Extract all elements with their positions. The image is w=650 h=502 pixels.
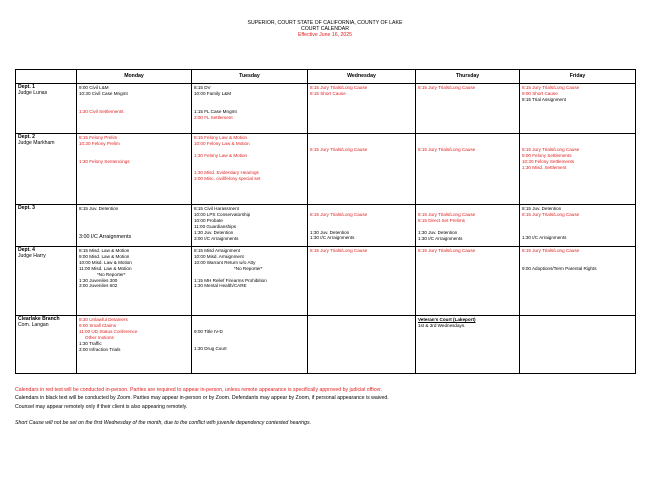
calendar-entry: *No Reporter* [234, 265, 263, 271]
calendar-entry: 10:30 Felony Settlements [522, 158, 575, 164]
calendar-entry: 3:00 I/C Arraignments [194, 235, 239, 241]
judge-name: Judge Markham [18, 139, 55, 146]
calendar-entry: Other motions [85, 334, 114, 340]
calendar-entry: 10:00 Probate [194, 217, 223, 223]
calendar-entry: 1:30 Juveniles 300 [79, 277, 118, 283]
judge-name: Judge Harry [18, 252, 46, 259]
calendar-entry: 3:00 Misc. civil/felony special set [194, 176, 261, 182]
dept-row [16, 134, 636, 205]
judge-name: Com. Langan [18, 321, 49, 328]
schedule-cell [416, 205, 520, 247]
dept-cell [16, 134, 77, 205]
schedule-cell [192, 134, 308, 205]
calendar-entry: 8:15 Misd Arraignment [194, 248, 240, 253]
judge-name: Judge Lunas [18, 89, 48, 96]
calendar-entry: 9:00 Civil L&M [79, 85, 109, 90]
calendar-entry: 8:15 Direct Set Prelims [418, 217, 465, 223]
calendar-entry: 11:00 Guardianships [194, 223, 237, 229]
schedule-cell [77, 84, 192, 134]
court-name: SUPERIOR, COURT STATE OF CALIFORNIA, COUNTY OF LAKE [247, 20, 403, 26]
calendar-entry: 8:30 Unlawful Detainers [79, 317, 128, 322]
schedule-cell [416, 84, 520, 134]
schedule-cell [520, 316, 636, 374]
calendar-entry: 10:00 Felony Law & Motion [194, 140, 250, 146]
calendar-entry: 1st & 3rd Wednesdays. [418, 322, 466, 328]
calendar-entry: *No Reporter* [97, 271, 126, 277]
schedule-cell [77, 134, 192, 205]
schedule-cell [520, 134, 636, 205]
calendar-entry: 8:15 Jury Trials/Long Cause [310, 211, 368, 217]
schedule-cell [308, 134, 416, 205]
calendar-entry: 1:30 Misd. Settlement [522, 164, 567, 170]
schedule-cell [192, 205, 308, 247]
schedule-cell [192, 316, 308, 374]
schedule-cell [77, 247, 192, 316]
calendar-entry: 1:30 Juv. Detention [310, 229, 350, 235]
dept-row [16, 205, 636, 247]
calendar-entry: 2:00 FL Settlement [194, 114, 233, 120]
calendar-entry: 10:00 LPS Conservatorship [194, 211, 251, 217]
dept-cell [16, 84, 77, 134]
calendar-entry: 3:00 I/C Arraignments [79, 234, 132, 241]
schedule-cell [77, 316, 192, 374]
schedule-cell [308, 247, 416, 316]
calendar-entry: 8:15 Short Cause [310, 90, 346, 96]
calendar-entry: 8:15 Jury Trials/Long Cause [418, 248, 476, 253]
note-zoom: Calendars in black text will be conducted by Zoom. Parties may appear in-person or by Zoom. Defendants may appear by Zoom, if personal appearance is waived. [15, 395, 389, 402]
calendar-entry: 8:15 Jury Trials/Long Cause [418, 211, 476, 217]
schedule-cell [520, 84, 636, 134]
calendar-entry: 1:30 Felony Law & Motion [194, 152, 248, 158]
calendar-entry: 1:30 Mental Health/CARE [194, 283, 247, 289]
dept-name: Dept. 2 [18, 134, 35, 140]
dept-name: Dept. 4 [18, 247, 35, 253]
calendar-entry: 1:30 Drug Court [194, 346, 227, 352]
calendar-entry: 8:15 Jury Trials/Long Cause [310, 248, 368, 253]
schedule-cell [308, 205, 416, 247]
dept-row [16, 316, 636, 374]
calendar-entry: 10:00 Misd. Law & Motion [79, 259, 132, 265]
schedule-cell [416, 247, 520, 316]
schedule-cell [308, 316, 416, 374]
calendar-entry: 9:00 Misd. Law & Motion [79, 253, 130, 259]
note-short-cause: Short Cause will not be set on the first Wednesday of the month, due to the conflict with juvenile dependency contested hearings. [15, 420, 312, 426]
day-header: Monday [77, 70, 192, 84]
calendar-entry: 9:00 Felony Settlements [522, 152, 572, 158]
calendar-entry: 9:00 Short Cause [522, 90, 558, 96]
calendar-entry: 1:15 MH Relief Firearms Prohibition [194, 277, 267, 283]
calendar-entry: 11:00 Misd. Law & Motion [79, 265, 132, 271]
day-header: Thursday [416, 70, 520, 84]
calendar-entry: 10:30 Felony Prelim [79, 140, 120, 146]
effective-date: Effective June 16, 2025 [297, 32, 353, 38]
calendar-entry: 8:15 Felony Prelim [79, 135, 118, 140]
schedule-cell [520, 247, 636, 316]
dept-name: Dept. 3 [18, 205, 35, 211]
schedule-cell [192, 84, 308, 134]
day-header: Wednesday [308, 70, 416, 84]
calendar-entry: 8:15 Jury Trials/Long Cause [310, 146, 368, 152]
calendar-entry: 10:00 Misd. Arraignment [194, 253, 244, 259]
calendar-entry: 1:15 FL Case Mngmt [194, 108, 237, 114]
schedule-cell [77, 205, 192, 247]
calendar-entry: 1:30 Juv. Detention [418, 229, 458, 235]
calendar-entry: 8:15 Jury Trials/Long Cause [522, 248, 580, 253]
calendar-entry: 8:15 Felony Law & Motion [194, 135, 248, 140]
calendar-entry: 8:15 Jury Trials/Long Cause [522, 211, 580, 217]
calendar-entry: 8:15 Trial Assignment [522, 96, 566, 102]
calendar-entry: 8:15 Juv. Detention [522, 206, 562, 211]
day-header: Friday [520, 70, 636, 84]
schedule-cell [192, 247, 308, 316]
calendar-entry: 1:30 Civil Settlements [79, 108, 124, 114]
calendar-entry: 8:15 Jury Trials/Long Cause [418, 85, 476, 90]
court-calendar-table [15, 69, 636, 374]
calendar-entry: 8:15 Juv. Detention [79, 206, 119, 211]
dept-cell [16, 247, 77, 316]
calendar-entry: 8:15 Jury Trials/Long Cause [418, 146, 476, 152]
calendar-entry: 1:30 Juv. Detention [194, 229, 234, 235]
calendar-entry: 11:00 UD Status Conference [79, 328, 138, 334]
calendar-entry: 8:15 Jury Trials/Long Cause [310, 85, 368, 90]
calendar-entry: 10:30 Civil Case Mngmt [79, 90, 128, 96]
calendar-entry: 1:30 I/C Arraignments [522, 235, 567, 241]
calendar-entry: 8:15 DV [194, 85, 211, 90]
calendar-entry: 8:15 Civil Harassment [194, 206, 239, 211]
corner-cell [16, 70, 77, 84]
note-in-person: Calendars in red text will be conducted in-person. Parties are required to appear in-person, unless remote appearance is specifically approved by judicial officer. [15, 387, 382, 393]
day-header-row [16, 70, 636, 84]
dept-cell [16, 205, 77, 247]
schedule-cell [520, 205, 636, 247]
calendar-title: COURT CALENDAR [301, 26, 349, 32]
calendar-entry: 1:30 I/C Arraignments [310, 235, 355, 241]
dept-row [16, 84, 636, 134]
calendar-entry: 1:30 I/C Arraignments [418, 235, 463, 241]
dept-name: Dept. 1 [18, 84, 35, 90]
calendar-entry: 8:15 Misd. Law & Motion [79, 248, 130, 253]
calendar-entry: 10:00 Family L&M [194, 90, 232, 96]
calendar-entry: 1:30 Misd. Evidentiary Hearings [194, 170, 259, 176]
calendar-entry: 10:00 Warrant Return w/o Atty [194, 259, 256, 265]
day-header: Tuesday [192, 70, 308, 84]
calendar-entry: 1:30 Traffic [79, 340, 102, 346]
calendar-entry: 8:15 Jury Trials/Long Cause [522, 146, 580, 152]
schedule-cell [416, 316, 520, 374]
calendar-entry: 9:00 Adoptions/Term Parental Rights [522, 265, 597, 271]
calendar-entry: Veteran's Court (Lakeport) [418, 317, 476, 322]
dept-row [16, 247, 636, 316]
calendar-entry: 1:30 Felony Sentencings [79, 158, 130, 164]
dept-name: Clearlake Branch [18, 316, 60, 322]
calendar-entry: 9:00 Title IV-D [194, 328, 223, 334]
calendar-entry: 3:00 Juveniles 602 [79, 283, 118, 289]
notes [15, 386, 635, 411]
dept-cell [16, 316, 77, 374]
calendar-entry: 9:00 Small Claims [79, 322, 117, 328]
schedule-cell [308, 84, 416, 134]
note-counsel: Counsel may appear remotely only if their client is also appearing remotely. [15, 403, 188, 410]
schedule-cell [416, 134, 520, 205]
calendar-entry: 3:00 Infraction Trials [79, 346, 121, 352]
calendar-entry: 8:15 Jury Trials/Long Cause [522, 85, 580, 90]
